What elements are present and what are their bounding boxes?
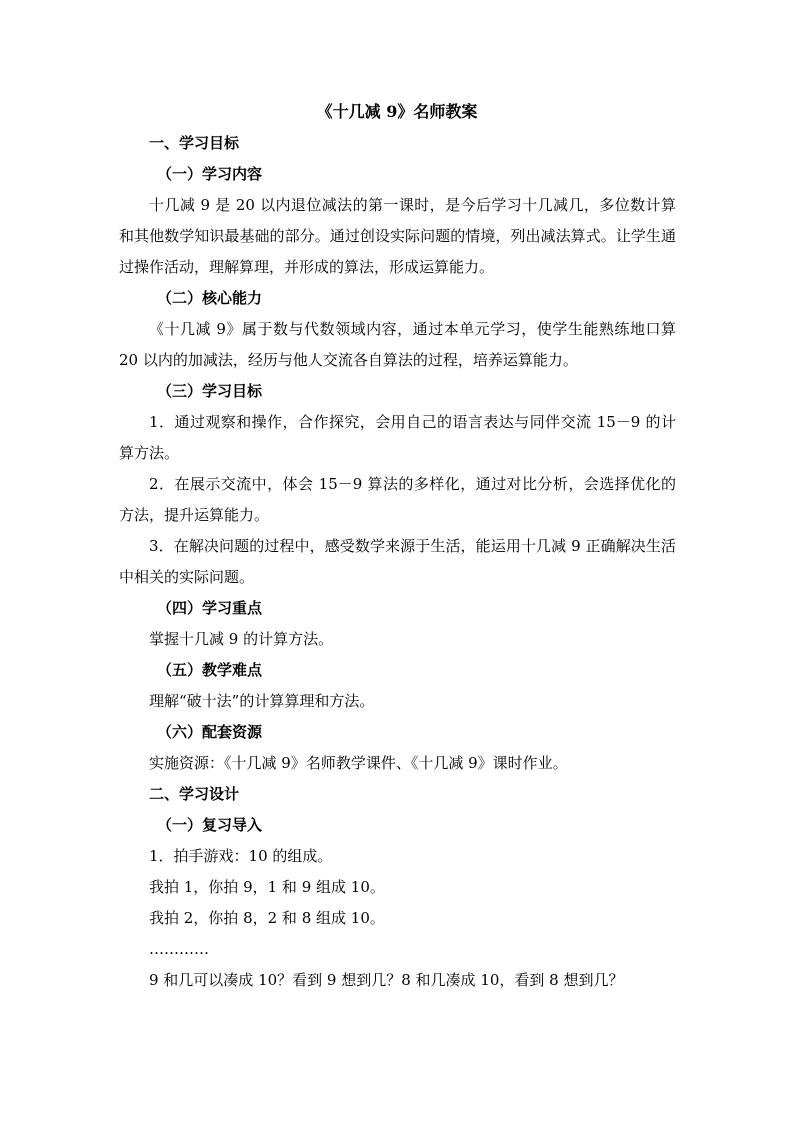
subsection-heading-resources: （六）配套资源 <box>157 723 263 741</box>
paragraph-question: 9 和几可以凑成 10？看到 9 想到几？8 和几凑成 10，看到 8 想到几？ <box>149 971 624 989</box>
document-body <box>119 128 676 996</box>
paragraph-objective-1: 1．通过观察和操作，合作探究，会用自己的语言表达与同伴交流 15－9 的计算方法。 <box>119 413 676 462</box>
section-heading-learning-design: 二、学习设计 <box>149 785 240 803</box>
paragraph-clap-1: 我拍 1，你拍 9，1 和 9 组成 10。 <box>149 878 385 896</box>
paragraph-resources: 实施资源：《十几减 9》名师教学课件、《十几减 9》课时作业。 <box>149 754 568 772</box>
section-heading-learning-goals: 一、学习目标 <box>149 134 240 152</box>
paragraph-clap-game: 1．拍手游戏：10 的组成。 <box>149 847 333 865</box>
subsection-heading-core-ability: （二）核心能力 <box>157 289 263 307</box>
paragraph-content: 十几减 9 是 20 以内退位减法的第一课时，是今后学习十几减几，多位数计算和其他数学知识最基础的部分。通过创设实际问题的情境，列出减法算式。让学生通过操作活动，理解算理，并形成的算法，形成运算能力。 <box>119 196 676 276</box>
paragraph-key-points: 掌握十几减 9 的计算方法。 <box>149 630 334 648</box>
paragraph-difficulties: 理解“破十法”的计算算理和方法。 <box>149 692 375 710</box>
subsection-heading-objectives: （三）学习目标 <box>157 382 263 400</box>
subsection-heading-review: （一）复习导入 <box>157 816 263 834</box>
paragraph-clap-2: 我拍 2，你拍 8，2 和 8 组成 10。 <box>149 909 385 927</box>
subsection-heading-content: （一）学习内容 <box>157 165 263 183</box>
paragraph-objective-2: 2．在展示交流中，体会 15－9 算法的多样化，通过对比分析，会选择优化的方法，提升运算能力。 <box>119 475 676 524</box>
document-title: 《十几减 9》名师教案 <box>316 102 478 121</box>
paragraph-core-ability: 《十几减 9》属于数与代数领域内容，通过本单元学习，使学生能熟练地口算 20 以内的加减法，经历与他人交流各自算法的过程，培养运算能力。 <box>119 320 676 369</box>
paragraph-ellipsis: ………… <box>149 940 209 958</box>
subsection-heading-key-points: （四）学习重点 <box>157 599 263 617</box>
paragraph-objective-3: 3．在解决问题的过程中，感受数学来源于生活，能运用十几减 9 正确解决生活中相关的实际问题。 <box>119 537 676 586</box>
subsection-heading-difficulties: （五）教学难点 <box>157 661 263 679</box>
